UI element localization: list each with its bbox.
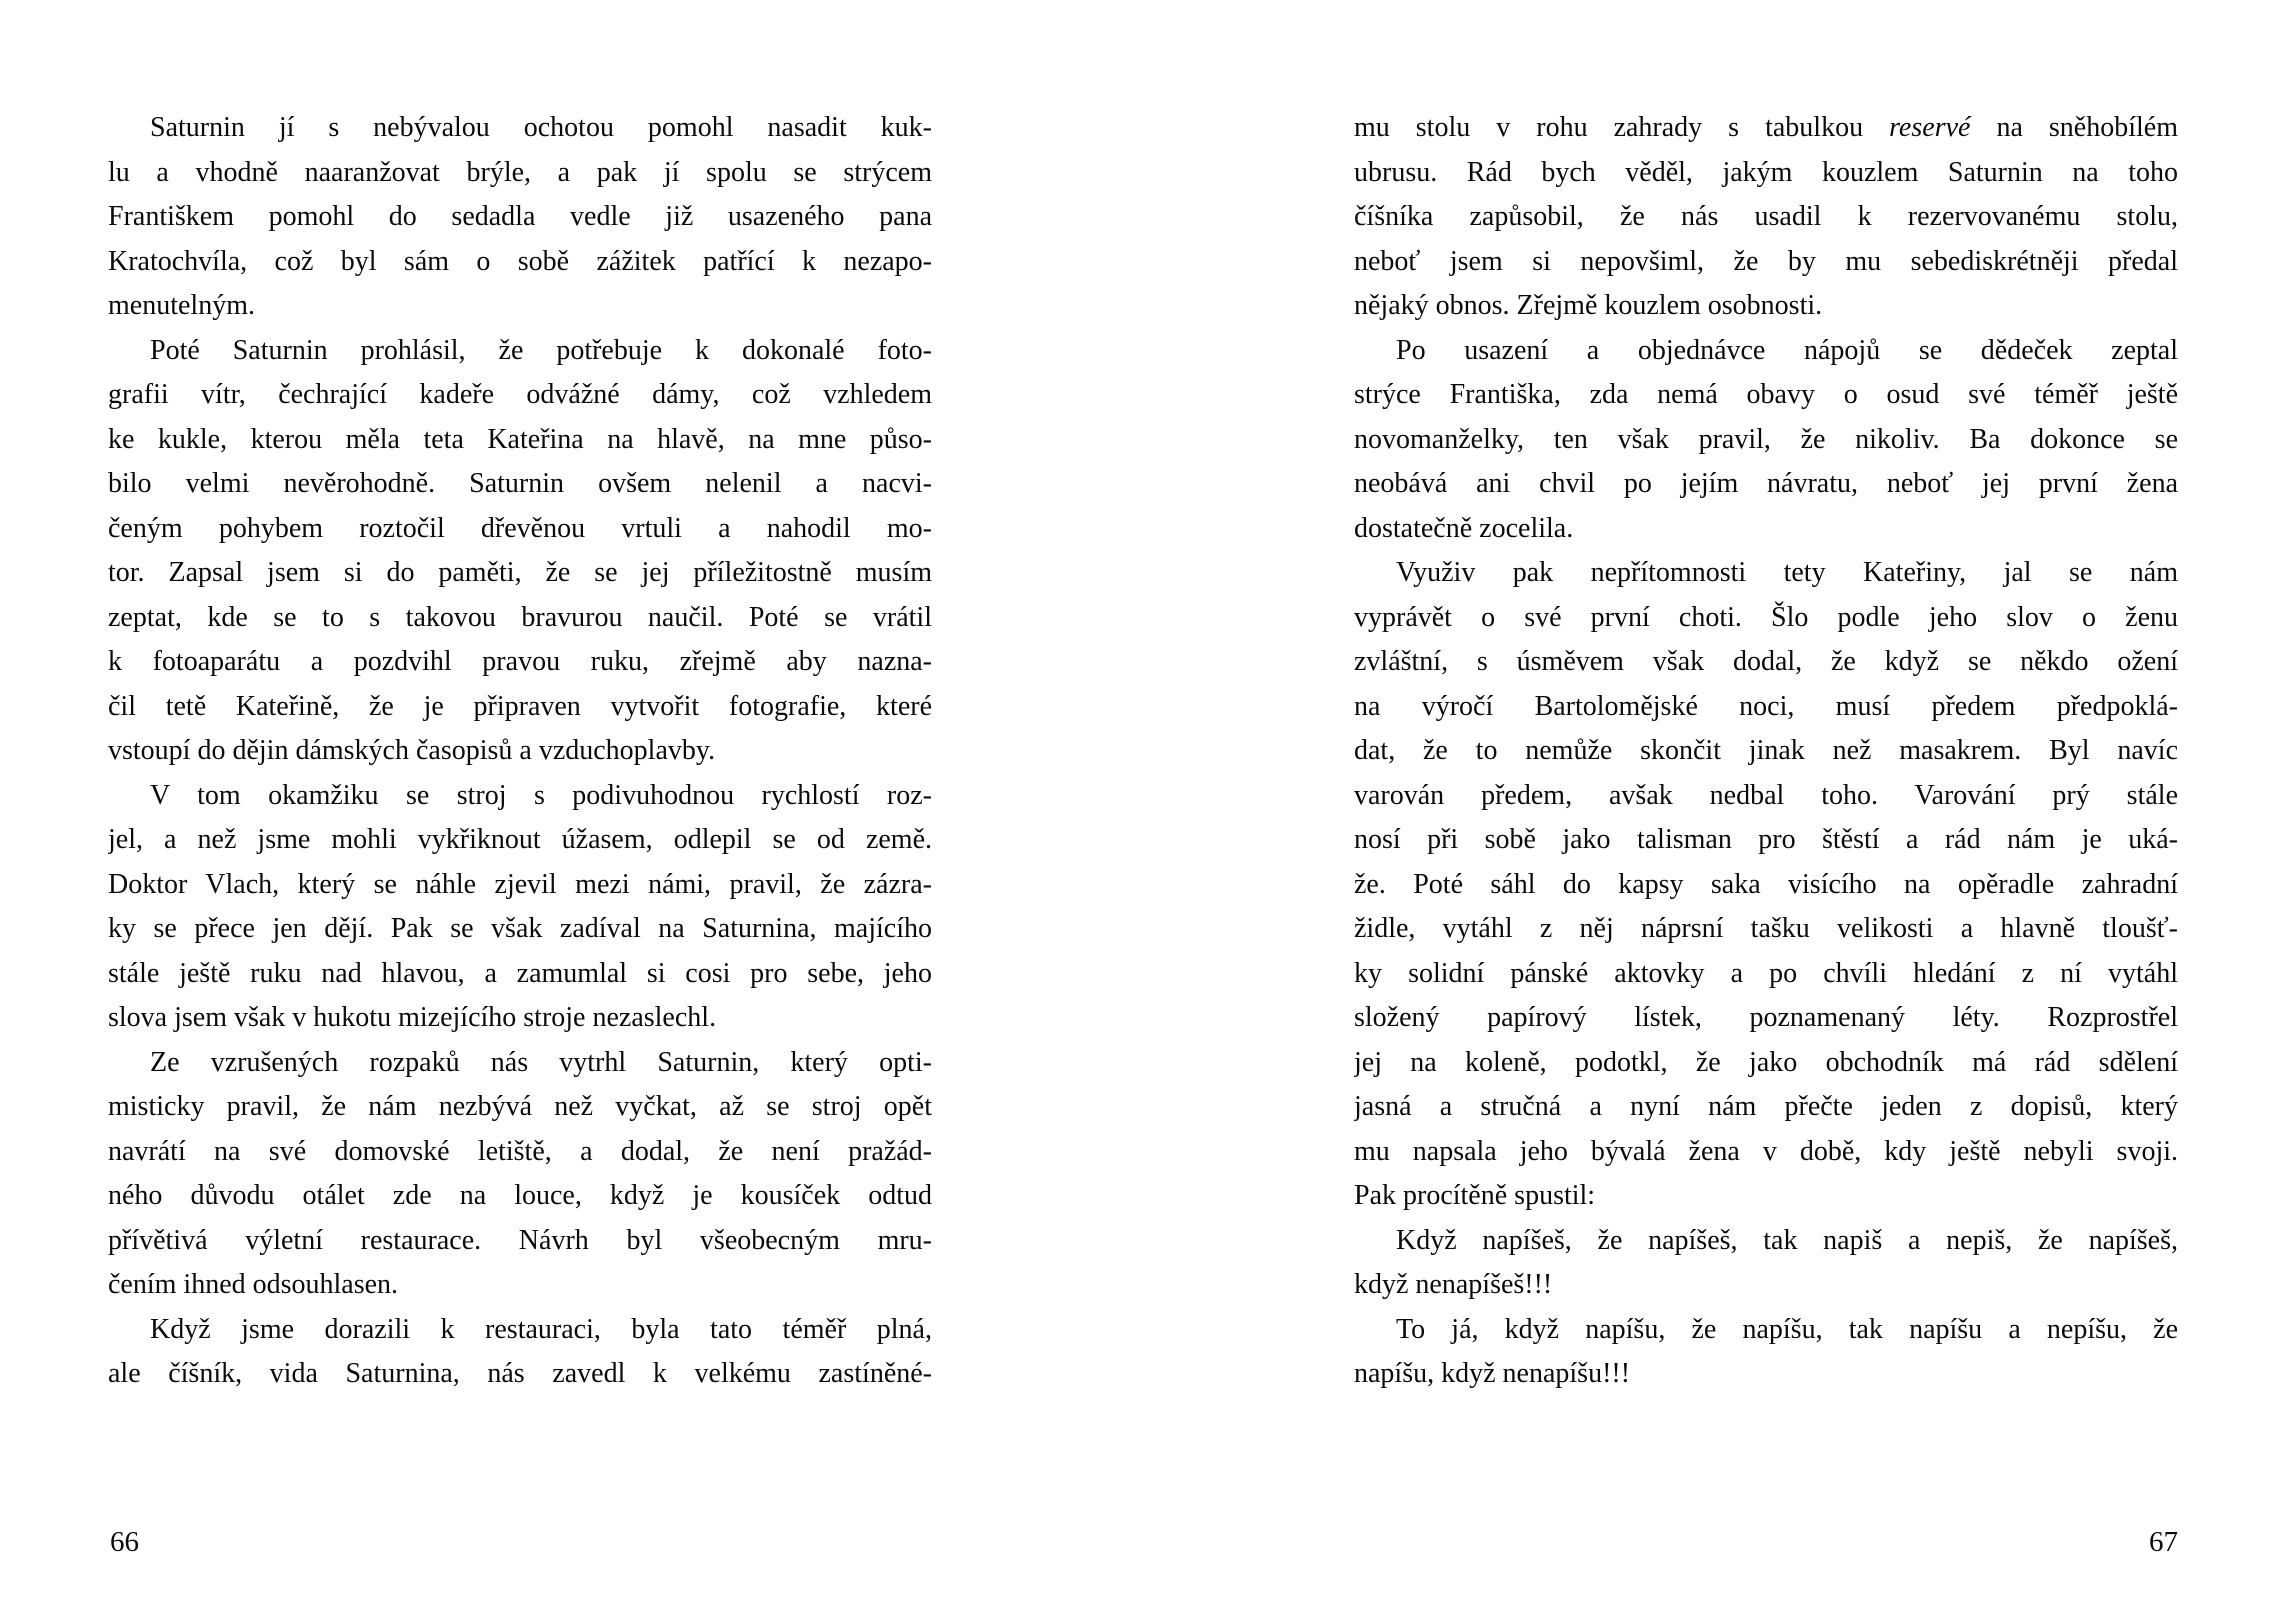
text-segment: Po usazení a objednávce nápojů se dědeček zeptal bbox=[1396, 334, 2178, 366]
text-segment: ného důvodu otálet zde na louce, když je kousíček odtud bbox=[108, 1180, 932, 1211]
text-line bbox=[108, 1308, 932, 1353]
text-line bbox=[1354, 284, 2178, 329]
page-number-left: 66 bbox=[110, 1526, 139, 1558]
text-line bbox=[1354, 1085, 2178, 1130]
text-segment: grafii vítr, čechrající kadeře odvážné dámy, což vzhledem bbox=[108, 379, 932, 410]
text-line bbox=[1354, 596, 2178, 641]
text-line bbox=[1354, 1308, 2178, 1353]
text-line bbox=[1354, 1174, 2178, 1219]
text-segment: Když jsme dorazili k restauraci, byla tato téměř plná, bbox=[150, 1313, 932, 1345]
text-segment: čeným pohybem roztočil dřevěnou vrtuli a nahodil mo- bbox=[108, 512, 932, 544]
text-segment: ubrusu. Rád bych věděl, jakým kouzlem Saturnin na toho bbox=[1354, 156, 2178, 188]
text-line bbox=[1354, 818, 2178, 863]
text-line bbox=[108, 774, 932, 819]
text-line bbox=[108, 151, 932, 196]
text-segment: V tom okamžiku se stroj s podivuhodnou rychlostí roz- bbox=[150, 779, 932, 811]
paragraph bbox=[1354, 1308, 2178, 1397]
text-segment: navrátí na své domovské letiště, a dodal, že není pražád- bbox=[108, 1135, 932, 1167]
text-line bbox=[108, 1041, 932, 1086]
text-line bbox=[108, 106, 932, 151]
text-segment: misticky pravil, že nám nezbývá než vyčkat, až se stroj opět bbox=[108, 1091, 932, 1122]
text-segment: nosí při sobě jako talisman pro štěstí a rád nám je uká- bbox=[1354, 824, 2178, 855]
text-segment: mu napsala jeho bývalá žena v době, kdy ještě nebyli svoji. bbox=[1354, 1135, 2178, 1167]
text-line bbox=[1354, 907, 2178, 952]
text-line bbox=[1354, 507, 2178, 552]
paragraph bbox=[108, 106, 932, 329]
text-line bbox=[108, 551, 932, 596]
text-line bbox=[1354, 151, 2178, 196]
text-segment: že. Poté sáhl do kapsy saka visícího na opěradle zahradní bbox=[1354, 868, 2178, 900]
text-segment: lu a vhodně naaranžovat brýle, a pak jí spolu se strýcem bbox=[108, 156, 932, 188]
text-segment: když nenapíšeš!!! bbox=[1354, 1269, 1553, 1300]
text-segment: Pak procítěně spustil: bbox=[1354, 1180, 1596, 1211]
text-segment: dostatečně zocelila. bbox=[1354, 512, 1574, 544]
text-segment: ky se přece jen dějí. Pak se však zadíval na Saturnina, majícího bbox=[108, 913, 932, 944]
text-line bbox=[108, 1219, 932, 1264]
page-right-text-column bbox=[1354, 106, 2178, 1397]
text-segment: tor. Zapsal jsem si do paměti, že se jej příležitostně musím bbox=[108, 557, 932, 588]
text-segment: na sněhobílém bbox=[1970, 112, 2178, 143]
text-segment: neboť jsem si nepovšiml, že by mu sebediskrétněji předal bbox=[1354, 245, 2178, 277]
text-segment: číšníka zapůsobil, že nás usadil k rezervovanému stolu, bbox=[1354, 201, 2178, 232]
text-segment: jasná a stručná a nyní nám přečte jeden z dopisů, který bbox=[1354, 1091, 2178, 1122]
text-segment: ale číšník, vida Saturnina, nás zavedl k velkému zastíněné- bbox=[108, 1358, 932, 1389]
paragraph bbox=[1354, 551, 2178, 1219]
text-line bbox=[1354, 1041, 2178, 1086]
text-line bbox=[1354, 106, 2178, 151]
text-segment: novomanželky, ten však pravil, že nikoliv. Ba dokonce se bbox=[1354, 423, 2178, 455]
text-segment: bilo velmi nevěrohodně. Saturnin ovšem nelenil a nacvi- bbox=[108, 468, 932, 499]
page-number-right: 67 bbox=[2149, 1526, 2178, 1558]
text-segment: Kratochvíla, což byl sám o sobě zážitek patřící k nezapo- bbox=[108, 245, 932, 277]
text-line bbox=[108, 996, 932, 1041]
text-segment: čil tetě Kateřině, že je připraven vytvořit fotografie, které bbox=[108, 690, 932, 722]
text-line bbox=[108, 729, 932, 774]
text-segment: nějaký obnos. Zřejmě kouzlem osobnosti. bbox=[1354, 290, 1823, 321]
text-line bbox=[1354, 1263, 2178, 1308]
paragraph bbox=[108, 1041, 932, 1308]
paragraph bbox=[108, 329, 932, 774]
text-line bbox=[108, 1174, 932, 1219]
text-line bbox=[108, 952, 932, 997]
text-segment: vyprávět o své první choti. Šlo podle jeho slov o ženu bbox=[1354, 601, 2178, 633]
paragraph bbox=[108, 774, 932, 1041]
text-segment: mu stolu v rohu zahrady s tabulkou bbox=[1354, 112, 1890, 143]
text-line bbox=[1354, 329, 2178, 374]
text-segment: strýce Františka, zda nemá obavy o osud své téměř ještě bbox=[1354, 379, 2178, 410]
text-segment: zvláštní, s úsměvem však dodal, že když se někdo ožení bbox=[1354, 646, 2178, 677]
text-segment: složený papírový lístek, poznamenaný léty. Rozprostřel bbox=[1354, 1002, 2178, 1033]
paragraph bbox=[1354, 329, 2178, 552]
text-segment: Poté Saturnin prohlásil, že potřebuje k dokonalé foto- bbox=[150, 334, 932, 366]
text-segment: ky solidní pánské aktovky a po chvíli hledání z ní vytáhl bbox=[1354, 957, 2178, 989]
text-line bbox=[1354, 195, 2178, 240]
text-segment: varován předem, avšak nedbal toho. Varování prý stále bbox=[1354, 779, 2178, 811]
text-line bbox=[108, 596, 932, 641]
text-segment: Doktor Vlach, který se náhle zjevil mezi námi, pravil, že zázra- bbox=[108, 868, 932, 900]
text-line bbox=[108, 685, 932, 730]
text-line bbox=[108, 507, 932, 552]
italic-text: reservé bbox=[1889, 112, 1971, 143]
text-line bbox=[1354, 240, 2178, 285]
text-line bbox=[1354, 551, 2178, 596]
text-segment: Ze vzrušených rozpaků nás vytrhl Saturnin, který opti- bbox=[150, 1046, 932, 1078]
text-segment: slova jsem však v hukotu mizejícího stroje nezaslechl. bbox=[108, 1002, 717, 1033]
text-line bbox=[108, 1263, 932, 1308]
text-line bbox=[1354, 952, 2178, 997]
text-segment: To já, když napíšu, že napíšu, tak napíšu a nepíšu, že bbox=[1396, 1313, 2178, 1345]
text-segment: dat, že to nemůže skončit jinak než masakrem. Byl navíc bbox=[1354, 735, 2178, 766]
text-segment: neobává ani chvil po jejím návratu, neboť jej první žena bbox=[1354, 468, 2178, 499]
text-line bbox=[108, 1352, 932, 1397]
text-line bbox=[1354, 418, 2178, 463]
text-segment: Františkem pomohl do sedadla vedle již usazeného pana bbox=[108, 201, 932, 232]
text-line bbox=[1354, 1130, 2178, 1175]
text-line bbox=[1354, 996, 2178, 1041]
text-segment: Saturnin jí s nebývalou ochotou pomohl nasadit kuk- bbox=[150, 112, 932, 143]
text-segment: Využiv pak nepřítomnosti tety Kateřiny, jal se nám bbox=[1396, 557, 2178, 588]
text-segment: napíšu, když nenapíšu!!! bbox=[1354, 1358, 1631, 1389]
text-line bbox=[1354, 774, 2178, 819]
text-line bbox=[108, 284, 932, 329]
text-segment: stále ještě ruku nad hlavou, a zamumlal si cosi pro sebe, jeho bbox=[108, 957, 932, 989]
text-line bbox=[1354, 685, 2178, 730]
text-line bbox=[108, 373, 932, 418]
paragraph bbox=[1354, 1219, 2178, 1308]
text-segment: jel, a než jsme mohli vykřiknout úžasem, odlepil se od země. bbox=[108, 824, 932, 855]
text-line bbox=[108, 1130, 932, 1175]
paragraph bbox=[108, 1308, 932, 1397]
text-segment: čením ihned odsouhlasen. bbox=[108, 1269, 399, 1300]
text-segment: jej na koleně, podotkl, že jako obchodník má rád sdělení bbox=[1354, 1046, 2178, 1078]
text-line bbox=[108, 1085, 932, 1130]
text-line bbox=[1354, 863, 2178, 908]
paragraph bbox=[1354, 106, 2178, 329]
text-segment: vstoupí do dějin dámských časopisů a vzduchoplavby. bbox=[108, 735, 716, 766]
text-segment: menutelným. bbox=[108, 290, 255, 321]
text-line bbox=[1354, 1219, 2178, 1264]
text-line bbox=[108, 818, 932, 863]
text-line bbox=[108, 462, 932, 507]
text-line bbox=[108, 640, 932, 685]
text-line bbox=[1354, 373, 2178, 418]
text-line bbox=[1354, 729, 2178, 774]
text-segment: Když napíšeš, že napíšeš, tak napiš a nepiš, že napíšeš, bbox=[1396, 1224, 2178, 1256]
text-line bbox=[1354, 462, 2178, 507]
text-line bbox=[108, 418, 932, 463]
text-segment: zeptat, kde se to s takovou bravurou naučil. Poté se vrátil bbox=[108, 601, 932, 633]
text-line bbox=[1354, 640, 2178, 685]
text-segment: na výročí Bartolomějské noci, musí předem předpoklá- bbox=[1354, 690, 2178, 722]
text-line bbox=[108, 907, 932, 952]
text-line bbox=[108, 329, 932, 374]
text-line bbox=[108, 863, 932, 908]
page-left-text-column bbox=[108, 106, 932, 1397]
text-segment: ke kukle, kterou měla teta Kateřina na hlavě, na mne půso- bbox=[108, 423, 932, 455]
text-segment: přívětivá výletní restaurace. Návrh byl všeobecným mru- bbox=[108, 1224, 932, 1256]
text-segment: k fotoaparátu a pozdvihl pravou ruku, zřejmě aby nazna- bbox=[108, 646, 932, 677]
text-segment: židle, vytáhl z něj náprsní tašku velikosti a hlavně tloušť- bbox=[1354, 913, 2178, 944]
text-line bbox=[108, 240, 932, 285]
text-line bbox=[108, 195, 932, 240]
text-line bbox=[1354, 1352, 2178, 1397]
